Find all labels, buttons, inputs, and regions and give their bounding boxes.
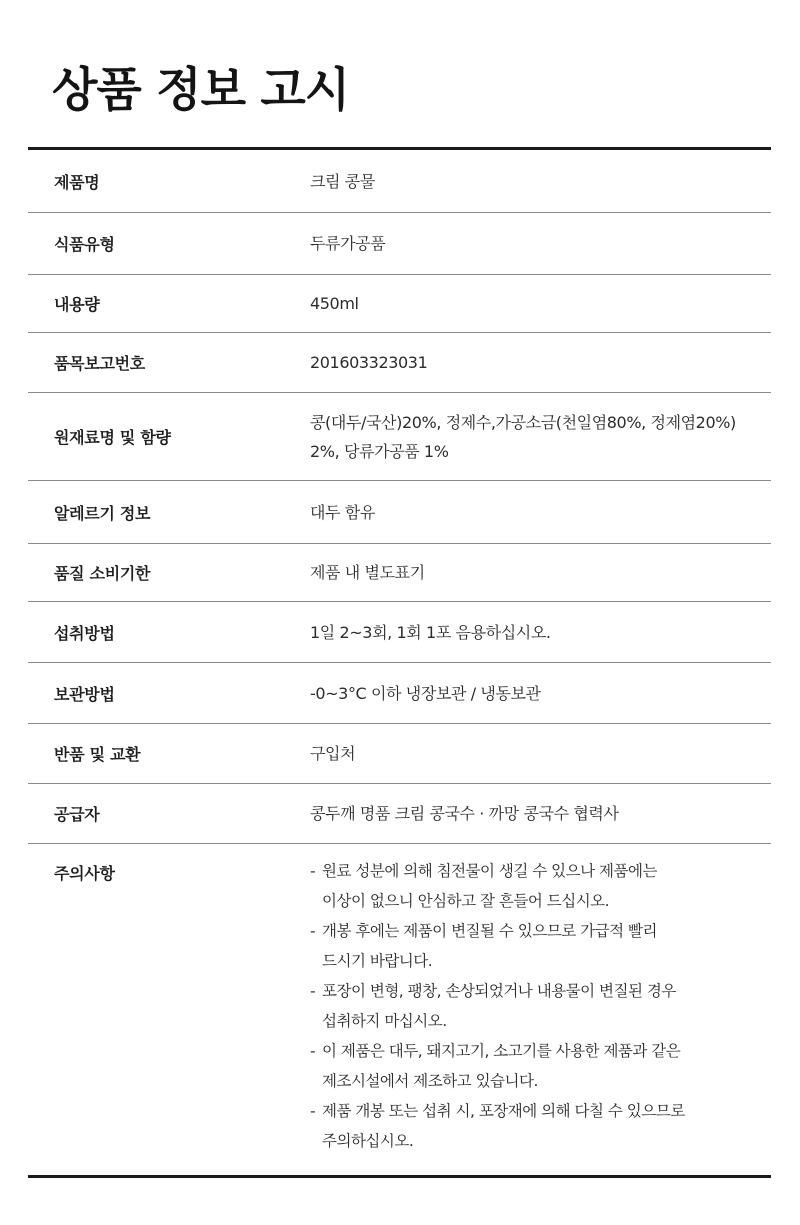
ingredients-line-1: 콩(대두/국산)20%, 정제수,가공소금(천일염80%, 정제염20%) (310, 412, 736, 432)
table-row-allergy (28, 481, 771, 544)
caution-item: - 제품 개봉 또는 섭취 시, 포장재에 의해 다칠 수 있으므로 주의하십시오. (310, 1096, 771, 1156)
row-label: 주의사항 (54, 864, 115, 883)
table-row-expiry (28, 544, 771, 602)
row-label: 품목보고번호 (54, 354, 145, 373)
row-label: 품질 소비기한 (54, 564, 151, 583)
row-label: 알레르기 정보 (54, 503, 151, 523)
row-value: -0~3°C 이하 냉장보관 / 냉동보관 (310, 683, 541, 703)
row-value: 크림 콩물 (310, 171, 375, 191)
table-row-returns (28, 724, 771, 784)
row-value: 대두 함유 (310, 502, 375, 522)
caution-item: - 원료 성분에 의해 침전물이 생길 수 있으나 제품에는 이상이 없으니 안심하고 잘 흔들어 드십시오. (310, 856, 771, 916)
row-label: 공급자 (54, 805, 100, 824)
row-value (310, 408, 771, 466)
cautions-list-wrapper (310, 844, 771, 1156)
table-row-ingredients (28, 393, 771, 481)
row-label: 제품명 (54, 172, 100, 192)
row-value: 제품 내 별도표기 (310, 563, 425, 582)
row-label: 반품 및 교환 (54, 745, 141, 764)
caution-item: - 개봉 후에는 제품이 변질될 수 있으므로 가급적 빨리 드시기 바랍니다. (310, 916, 771, 976)
table-row-volume (28, 275, 771, 333)
cautions-list (310, 844, 771, 1156)
table-row-report-number (28, 333, 771, 393)
row-label: 내용량 (54, 295, 100, 314)
row-value: 201603323031 (310, 353, 428, 372)
caution-item: - 이 제품은 대두, 돼지고기, 소고기를 사용한 제품과 같은 제조시설에서 제조하고 있습니다. (310, 1036, 771, 1096)
ingredients-line-2: 2%, 당류가공품 1% (310, 441, 449, 461)
table-row-intake (28, 602, 771, 663)
row-label: 섭취방법 (54, 623, 115, 643)
row-label: 식품유형 (54, 235, 115, 254)
row-value: 구입처 (310, 744, 356, 763)
table-row-storage (28, 663, 771, 724)
row-label: 보관방법 (54, 684, 115, 704)
row-value: 콩두깨 명품 크림 콩국수 · 까망 콩국수 협력사 (310, 804, 619, 823)
table-row-cautions (28, 844, 771, 1178)
row-label: 원재료명 및 함량 (54, 428, 171, 447)
table-row-food-type (28, 213, 771, 275)
table-row-product-name (28, 150, 771, 213)
table-row-supplier (28, 784, 771, 844)
row-value: 450ml (310, 294, 359, 313)
page-title: 상품 정보 고시 (52, 63, 350, 118)
caution-item: - 포장이 변형, 팽창, 손상되었거나 내용물이 변질된 경우 섭취하지 마십시오. (310, 976, 771, 1036)
row-value: 1일 2~3회, 1회 1포 음용하십시오. (310, 622, 551, 642)
product-info-table (28, 147, 771, 1178)
row-value: 두류가공품 (310, 234, 386, 253)
